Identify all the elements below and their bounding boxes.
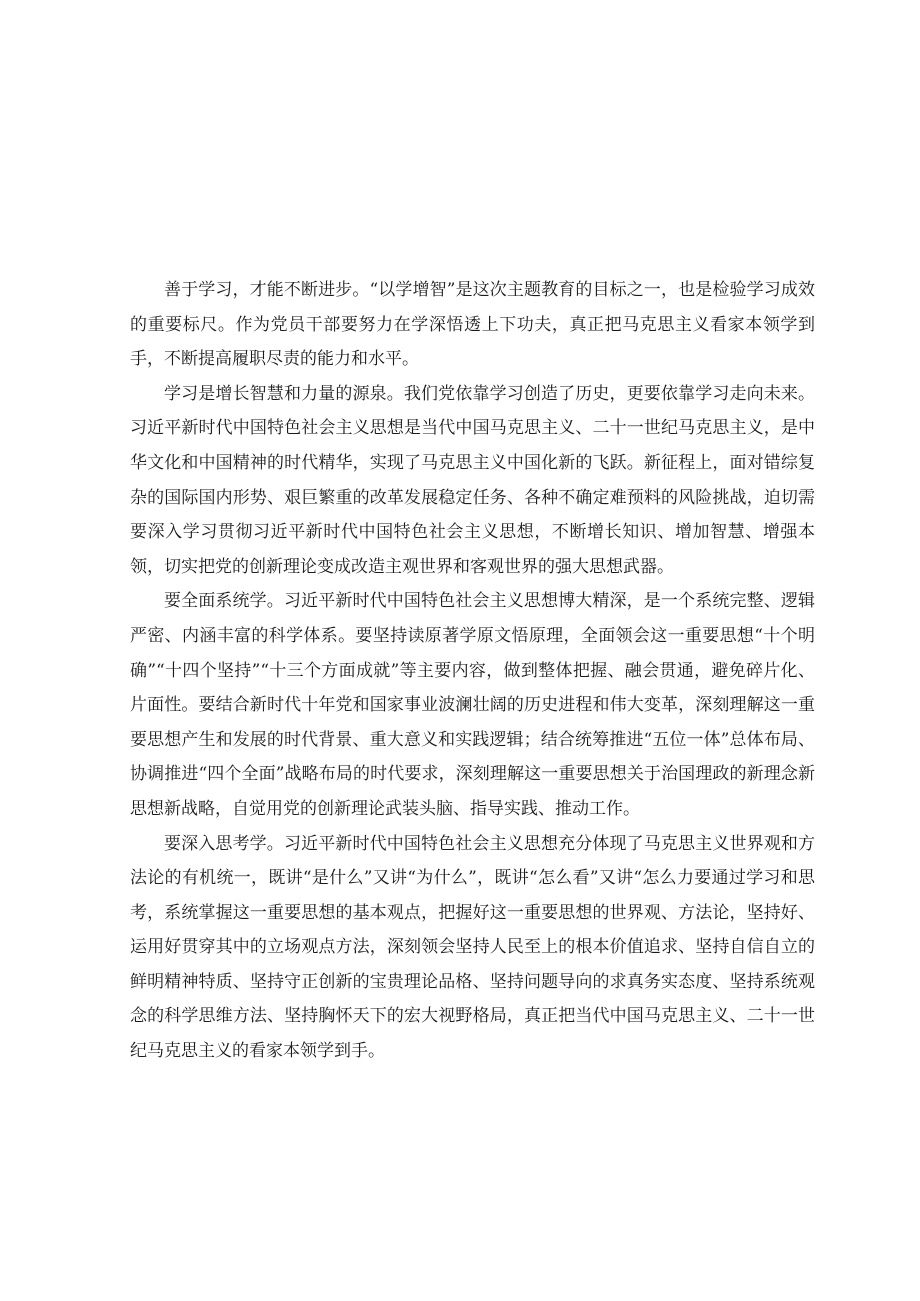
document-body [130, 273, 815, 1069]
paragraph-source-of-wisdom: 学习是增长智慧和力量的源泉。我们党依靠学习创造了历史，更要依靠学习走向未来。习近平新时代中国特色社会主义思想是当代中国马克思主义、二十一世纪马克思主义，是中华文化和中国精神的时代精华，实现了马克思主义中国化新的飞跃。新征程上，面对错综复杂的国际国内形势、艰巨繁重的改革发展稳定任务、各种不确定难预料的风险挑战，迫切需要深入学习贯彻习近平新时代中国特色社会主义思想，不断增长知识、增加智慧、增强本领，切实把党的创新理论变成改造主观世界和客观世界的强大思想武器。 [130, 383, 815, 577]
paragraph-study-progress: 善于学习，才能不断进步。“以学增智”是这次主题教育的目标之一，也是检验学习成效的重要标尺。作为党员干部要努力在学深悟透上下功夫，真正把马克思主义看家本领学到手，不断提高履职尽责的能力和水平。 [130, 280, 815, 370]
paragraph-comprehensive-study: 要全面系统学。习近平新时代中国特色社会主义思想博大精深，是一个系统完整、逻辑严密、内涵丰富的科学体系。要坚持读原著学原文悟原理，全面领会这一重要思想“十个明确”“十四个坚持”“十三个方面成就”等主要内容，做到整体把握、融会贯通，避免碎片化、片面性。要结合新时代十年党和国家事业波澜壮阔的历史进程和伟大变革，深刻理解这一重要思想产生和发展的时代背景、重大意义和实践逻辑；结合统筹推进“五位一体”总体布局、协调推进“四个全面”战略布局的时代要求，深刻理解这一重要思想关于治国理政的新理念新思想新战略，自觉用党的创新理论武装头脑、指导实践、推动工作。 [130, 591, 815, 819]
paragraph-deep-thinking-study: 要深入思考学。习近平新时代中国特色社会主义思想充分体现了马克思主义世界观和方法论的有机统一，既讲“是什么”又讲“为什么”，既讲“怎么看”又讲“怎么力要通过学习和思考，系统掌握这一重要思想的基本观点，把握好这一重要思想的世界观、方法论，坚持好、运用好贯穿其中的立场观点方法，深刻领会坚持人民至上的根本价值追求、坚持自信自立的鲜明精神特质、坚持守正创新的宝贵理论品格、坚持问题导向的求真务实态度、坚持系统观念的科学思维方法、坚持胸怀天下的宏大视野格局，真正把当代中国马克思主义、二十一世纪马克思主义的看家本领学到手。 [130, 833, 815, 1062]
